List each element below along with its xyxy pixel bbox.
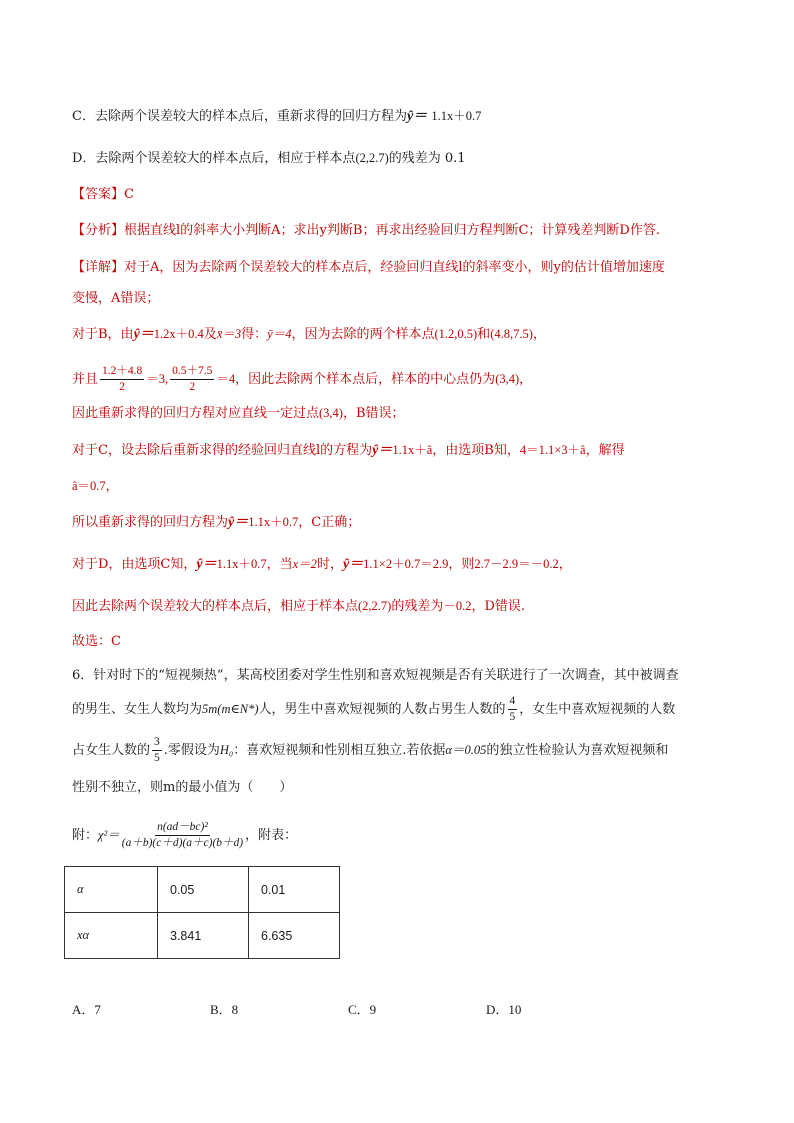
option-d: D．10 — [486, 1002, 522, 1017]
detail-b1-end: ， — [532, 327, 546, 342]
q6-line-3 — [72, 733, 668, 768]
detail-line-2 — [72, 289, 159, 309]
analysis-line — [72, 221, 660, 241]
detail-d2-point: (2,2.7) — [358, 599, 392, 613]
fraction-2 — [170, 364, 214, 395]
fraction-1-den: 2 — [119, 381, 126, 393]
detail-b2-text: ，因此去除两个样本点后，样本的中心点仍为 — [235, 372, 496, 387]
detail-b2-mid: ＝3, — [146, 372, 169, 386]
fraction-2-num: 0.5＋7.5 — [170, 364, 214, 380]
table-row — [65, 867, 340, 913]
detail-b1-prefix: 对于B，由 — [72, 327, 134, 342]
q6-l2-b: 人，男生中喜欢短视频的人数占男生人数的 — [258, 702, 506, 717]
choice-d — [72, 148, 466, 169]
detail-b1-de: 得： — [241, 327, 268, 342]
detail-d1-shi: 时， — [316, 557, 343, 572]
detail-b1-and: 及 — [203, 327, 217, 342]
y-hat-symbol: ŷ＝ — [228, 515, 249, 530]
table-cell: α — [65, 867, 158, 913]
detail-c1-mid: ，由选项B知， — [432, 443, 520, 458]
q6-text-1: 6．针对时下的“短视频热”，某高校团委对学生性别和喜欢短视频是否有关联进行了一次调查，其中被调查 — [72, 668, 679, 683]
q6-formula — [72, 815, 297, 856]
detail-d1-calc: 1.1×2＋0.7＝2.9 — [363, 557, 449, 571]
detail-b1-p1: (1.2,0.5) — [434, 327, 478, 341]
detail-b1-he: 和 — [477, 327, 491, 342]
reference-table — [64, 866, 340, 959]
fraction-4-5-den: 5 — [509, 711, 516, 723]
analysis-label: 【分析】 — [72, 223, 125, 238]
fraction-2-den: 2 — [189, 381, 196, 393]
formula-prefix: 附： — [72, 828, 99, 843]
answer-value: C — [124, 187, 134, 202]
detail-c3-prefix: 所以重新求得的回归方程为 — [72, 515, 229, 530]
q6-l3-h0: H₀ — [219, 743, 234, 757]
detail-d1-when: ，当 — [266, 557, 293, 572]
y-hat-symbol: ŷ＝ — [406, 109, 428, 124]
detail-conclusion — [72, 632, 121, 652]
table-cell: 0.01 — [249, 867, 340, 913]
detail-d1-prefix: 对于D，由选项C知， — [72, 557, 197, 572]
detail-b1-xbar: x̄＝3 — [216, 327, 242, 341]
fraction-3-5-num: 3 — [152, 735, 162, 751]
detail-d2-val: －0.2 — [443, 599, 472, 613]
formula-numerator: n(ad－bc)² — [155, 820, 210, 836]
choice-d-suffix: 的残差为 0.1 — [388, 151, 466, 166]
detail-b-line-3 — [72, 403, 405, 424]
y-hat-symbol: ŷ＝ — [372, 443, 393, 458]
detail-b3-text: 因此重新求得的回归方程对应直线一定过点 — [72, 406, 320, 421]
detail-c1-prefix: 对于C，设去除后重新求得的经验回归直线l的方程为 — [72, 443, 373, 458]
fraction-1 — [100, 364, 144, 395]
detail-b1-text: ，因为去除的两个样本点 — [291, 327, 435, 342]
fraction-1-num: 1.2＋4.8 — [100, 364, 144, 380]
choice-d-point: (2,2.7) — [355, 151, 389, 165]
q6-l3-d: 的独立性检验认为喜欢短视频和 — [486, 743, 669, 758]
detail-label: 【详解】 — [72, 260, 125, 275]
detail-b1-p2: (4.8,7.5) — [490, 327, 533, 341]
detail-d1-eq: 1.1x＋0.7 — [216, 557, 267, 571]
detail-d-line-2 — [72, 596, 525, 617]
detail-c-line-2 — [72, 476, 118, 497]
table-cell: xα — [65, 913, 158, 959]
detail-b-line-1 — [72, 324, 546, 345]
table-row — [65, 913, 340, 959]
q6-l2-a: 的男生、女生人数均为 — [72, 702, 203, 717]
option-b: B．8 — [210, 1002, 239, 1017]
detail-line-1 — [72, 258, 665, 278]
q6-l3-c: ：喜欢短视频和性别相互独立.若依据 — [233, 743, 446, 758]
q6-l3-a: 占女生人数的 — [72, 743, 151, 758]
detail-d2-mid: 的残差为 — [391, 599, 444, 614]
fraction-4-5-num: 4 — [508, 694, 518, 710]
formula-denominator: (a＋b)(c＋d)(a＋c)(b＋d) — [121, 837, 244, 849]
detail-b3-point: (3,4) — [319, 406, 343, 420]
answer-line — [72, 185, 134, 205]
detail-c2-result: â＝0.7， — [72, 479, 119, 493]
detail-b1-eq: 1.2x＋0.4 — [153, 327, 204, 341]
choice-c-label: C．去除两个误差较大的样本点后，重新求得的回归方程为 — [72, 109, 407, 124]
choice-d-label: D．去除两个误差较大的样本点后，相应于样本点 — [72, 151, 356, 166]
detail-text-1: 对于A，因为去除两个误差较大的样本点后，经验回归直线l的斜率变小，则y的估计值增加速度 — [124, 260, 665, 275]
table-cell: 0.05 — [158, 867, 249, 913]
formula-fraction — [122, 820, 243, 851]
detail-d2-text: 因此去除两个误差较大的样本点后，相应于样本点 — [72, 599, 359, 614]
fraction-3-5 — [152, 735, 162, 766]
choice-c — [72, 106, 481, 127]
detail-d1-then: ，则 — [448, 557, 475, 572]
analysis-text: 根据直线l的斜率大小判断A；求出y判断B；再求出经验回归方程判断C；计算残差判断D作答. — [124, 223, 660, 238]
formula-suffix: ，附表： — [245, 828, 298, 843]
formula-lhs: χ²＝ — [98, 828, 120, 842]
q6-line-4 — [72, 778, 292, 798]
detail-b2-prefix: 并且 — [72, 372, 99, 387]
detail-c1-calc: 4＝1.1×3＋â — [519, 443, 586, 457]
detail-c-line-1 — [72, 440, 625, 461]
table-cell: 6.635 — [249, 913, 340, 959]
table-cell: 3.841 — [158, 913, 249, 959]
q6-line-1 — [72, 666, 679, 686]
detail-c1-end: ，解得 — [585, 443, 625, 458]
q6-l2-c: ，女生中喜欢短视频的人数 — [519, 702, 676, 717]
q6-l3-alpha: α＝0.05 — [445, 743, 487, 757]
q6-text-4: 性别不独立，则m的最小值为（ ） — [72, 780, 293, 795]
y-hat-symbol: ŷ＝ — [196, 557, 217, 572]
detail-b2-center: (3,4) — [495, 372, 520, 386]
fraction-3-5-den: 5 — [154, 752, 160, 764]
detail-b2-eq: ＝4 — [216, 372, 236, 386]
detail-conclusion-text: 故选：C — [72, 634, 121, 649]
detail-d1-x: x＝2 — [292, 557, 317, 571]
choice-c-equation: 1.1x＋0.7 — [431, 109, 482, 123]
detail-text-2: 变慢，A错误； — [72, 291, 160, 306]
detail-d1-end: ， — [558, 557, 572, 572]
q6-l3-b: .零假设为 — [163, 743, 220, 758]
answer-label: 【答案】 — [72, 187, 125, 202]
detail-c-line-3 — [72, 512, 360, 533]
q6-line-2 — [72, 692, 675, 727]
detail-c3-eq: 1.1x＋0.7 — [248, 515, 299, 529]
detail-b1-ybar: ȳ＝4 — [267, 327, 292, 341]
fraction-4-5 — [508, 694, 518, 725]
detail-c1-eq: 1.1x＋â — [392, 443, 433, 457]
detail-b2-end: ， — [519, 372, 533, 387]
detail-d1-res: 2.7－2.9＝－0.2 — [474, 557, 559, 571]
detail-d2-end: ，D错误. — [471, 599, 526, 614]
detail-d-line-1 — [72, 554, 572, 575]
detail-c3-end: ，C正确； — [298, 515, 361, 530]
option-a: A．7 — [72, 1002, 101, 1017]
option-c: C．9 — [348, 1002, 377, 1017]
detail-b-line-2 — [72, 362, 532, 397]
y-hat-symbol: ŷ＝ — [133, 327, 154, 342]
y-hat-symbol: ŷ＝ — [342, 557, 364, 572]
q6-l2-m: 5m(m∈N*) — [202, 702, 259, 716]
detail-b3-end: ，B错误； — [342, 406, 405, 421]
